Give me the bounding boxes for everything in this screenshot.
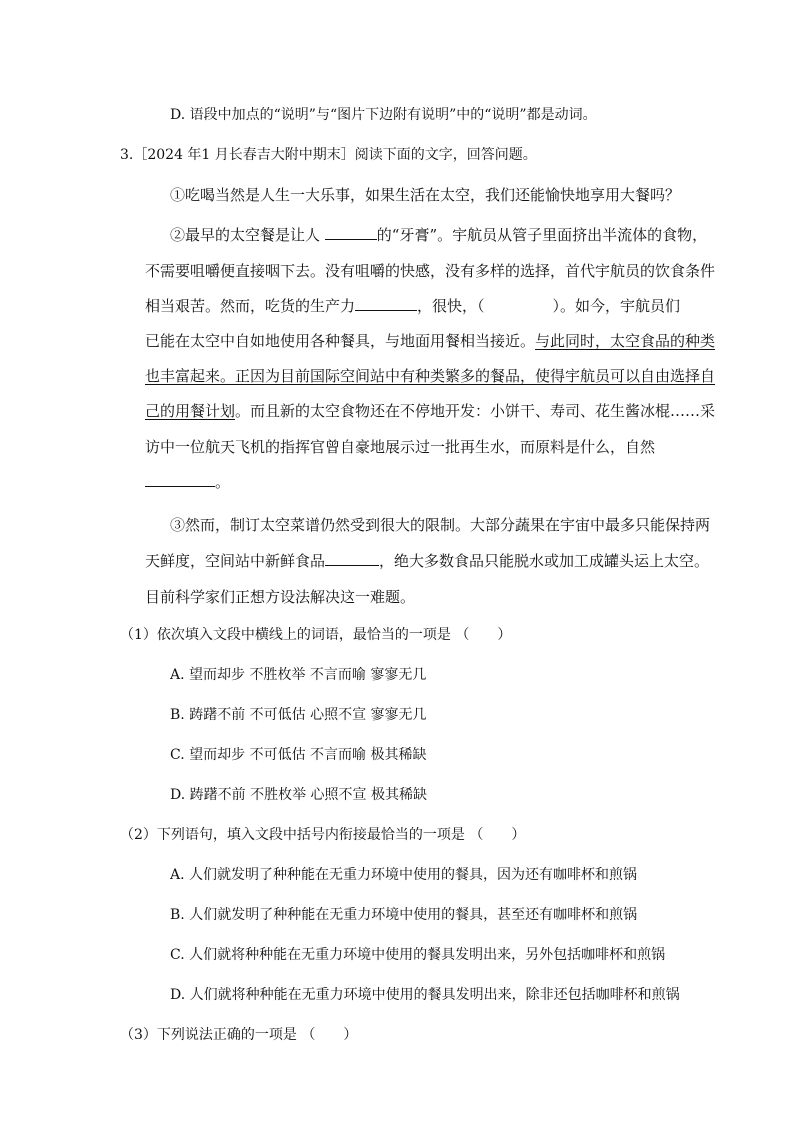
paragraph-3-line-3: 目前科学家们正想方设法解决这一难题。 — [145, 588, 416, 606]
paragraph-2-line-2: 不需要咀嚼便直接咽下去。没有咀嚼的快感，没有多样的选择，首代宇航员的饮食条件 — [145, 262, 716, 280]
q2-option-c: C. 人们就将种种能在无重力环境中使用的餐具发明出来，另外包括咖啡杯和煎锅 — [170, 947, 666, 963]
paragraph-2-line-1: ②最早的太空餐是让人 的“牙膏”。宇航员从管子里面挤出半流体的食物， — [170, 226, 708, 244]
paragraph-2-line-3: 相当艰苦。然而，吃货的生产力 ，很快，（ ）。如今，宇航员们 — [145, 297, 681, 315]
q1-option-c: C. 望而却步 不可低估 不言而喻 极其稀缺 — [170, 747, 427, 763]
q1-option-b: B. 踌躇不前 不可低估 心照不宣 寥寥无几 — [170, 707, 427, 723]
paragraph-3-line-2: 天鲜度，空间站中新鲜食品 ，绝大多数食品只能脱水或加工成罐头运上太空。 — [145, 552, 710, 570]
q1-option-d: D. 踌躇不前 不胜枚举 心照不宣 极其稀缺 — [170, 787, 427, 803]
underlined-sentence-1-cont: 也丰富起来 — [145, 367, 221, 385]
question-3-header: 3.［2024 年1 月长春吉大附中期末］阅读下面的文字，回答问题。 — [120, 147, 537, 163]
paragraph-1: ①吃喝当然是人生一大乐事，如果生活在太空，我们还能愉快地享用大餐吗？ — [170, 186, 681, 204]
underlined-sentence-2: 。正因为目前国际空间站中有种类繁多的餐品，使得宇航员可以自由选择自 — [220, 367, 716, 385]
fill-blank-4 — [325, 564, 379, 566]
paragraph-2-line-5 — [145, 365, 715, 386]
paragraph-2-line-7: 访中一位航天飞机的指挥官曾自豪地展示过一批再生水，而原料是什么，自然 — [145, 438, 656, 456]
sub-question-1: （1）依次填入文段中横线上的词语，最恰当的一项是 （ ） — [120, 627, 512, 643]
paragraph-2-line-6: 己的用餐计划。而且新的太空食物还在不停地开发：小饼干、寿司、花生酱冰棍……采 — [145, 402, 716, 420]
paragraph-3-line-1: ③然而，制订太空菜谱仍然受到很大的限制。大部分蔬果在宇宙中最多只能保持两 — [170, 516, 711, 534]
paragraph-2-line-8: 。 — [145, 471, 230, 492]
sub-question-3: （3）下列说法正确的一项是 （ ） — [120, 1027, 358, 1043]
q2-option-b: B. 人们就发明了种种能在无重力环境中使用的餐具，甚至还有咖啡杯和煎锅 — [170, 907, 638, 923]
q2-option-a: A. 人们就发明了种种能在无重力环境中使用的餐具，因为还有咖啡杯和煎锅 — [170, 867, 638, 883]
underlined-sentence-1: 与此同时，太空食品的种类 — [535, 332, 716, 350]
fill-blank-1 — [325, 238, 377, 240]
paragraph-2-line-4: 已能在太空中自如地使用各种餐具，与地面用餐相当接近。与此同时，太空食品的种类 — [145, 332, 716, 350]
q2-option-d: D. 人们就将种种能在无重力环境中使用的餐具发明出来，除非还包括咖啡杯和煎锅 — [170, 987, 680, 1003]
option-d-previous: D. 语段中加点的“说明”与“图片下边附有说明”中的“说明”都是动词。 — [170, 107, 597, 123]
underlined-sentence-2-cont: 己的用餐计划 — [145, 402, 236, 420]
sub-question-2: （2）下列语句，填入文段中括号内衔接最恰当的一项是 （ ） — [120, 827, 526, 843]
fill-blank-2 — [355, 309, 417, 311]
fill-blank-3 — [145, 485, 215, 487]
q1-option-a: A. 望而却步 不胜枚举 不言而喻 寥寥无几 — [170, 667, 427, 683]
